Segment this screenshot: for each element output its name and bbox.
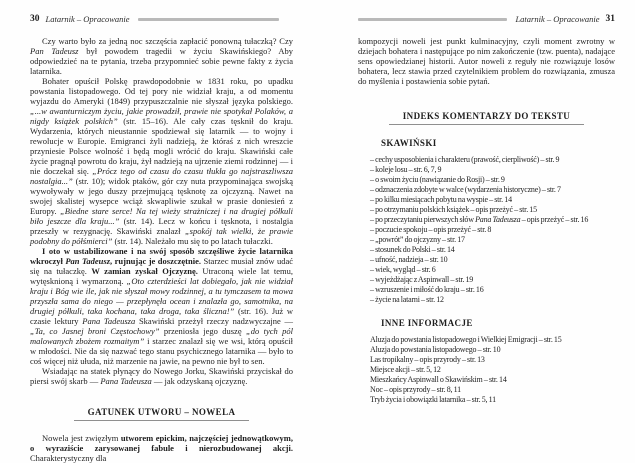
header-rule [138,18,279,21]
list-item: – ufność, nadzieja – str. 10 [370,255,448,264]
list-item: – odznaczenia zdobyte w walce (wydarzenia historyczne) – str. 7 [370,185,561,194]
paragraph: Czy warto było za jedną noc szczęścia zapłacić ponowną tułaczką? Czy Pan Tadeusz był powodem tragedii w życiu Skawińskiego? Aby odpowiedzieć na te pytania, trzeba przypomnieć sobie pewne fakty z życia latarnika. [30,36,294,76]
list-item: Aluzja do powstania listopadowego i Wielkiej Emigracji – str. 15 [370,335,562,344]
index-list-skawinski [370,155,615,305]
list-item: – po otrzymaniu polskich książek – opis przeżyć – str. 15 [370,205,537,214]
subsection-title-skawinski: SKAWIŃSKI [381,138,437,148]
list-item: – wiek, wygląd – str. 6 [370,265,436,274]
section-heading-genre: GATUNEK UTWORU – NOWELA [30,402,293,421]
list-item: – po kilku miesiącach pobytu na wyspie – str. 14 [370,195,512,204]
paragraph: kompozycji noweli jest punkt kulminacyjny, czyli moment zwrotny w dziejach bohatera i następujące po nim zakończenie (tzw. puenta), nadające sens opowiedzianej historii. Autor noweli z reguły nie rozwiązuje losów bohatera, lecz stawia przed czytelnikiem problem do rozwiązania, zmusza do myślenia i postawienia sobie pytań. [358,36,615,86]
running-head-right [358,14,615,24]
list-item: Tryb życia i obowiązki latarnika – str. 5, 11 [370,395,496,404]
list-item: – „powrót” do ojczyzny – str. 17 [370,235,465,244]
subsection-title-inne-informacje: INNE INFORMACJE [381,318,473,328]
list-item: – wyjeżdżając z Aspinwall – str. 19 [370,275,474,284]
list-item: – wzruszenie i miłość do kraju – str. 16 [370,285,484,294]
list-item: Aluzja do powstania listopadowego – str. 10 [370,345,501,354]
page-right [358,14,615,405]
list-item: Las tropikalny – opis przyrody – str. 13 [370,355,485,364]
paragraph: I oto w ustabilizowane i na swój sposób szczęśliwe życie latarnika wkroczył Pan Tadeusz, rujnując je doszczętnie. Starzec musiał znów udać się na tułaczkę. W zamian zyskał Ojczyznę. Utraconą wiele lat temu, wytęsknioną i wymarzoną. „Oto czterdzieści lat dobiegało, jak nie widział kraju i Bóg wie ile, jak nie słyszał mowy rodzinnej, a tu tymczasem ta mowa przyszła sama do niego — przepłynęła ocean i znalazła go, samotnika, na drugiej półkuli, taka kochana, taka droga, taka śliczna!” (str. 16). Już w czasie lektury Pana Tadeusza Skawiński przeżył rzeczy nadzwyczajne — „Ta, co Jasnej broni Częstochowy” przeniosła jego duszę „do tych pól malowanych zbożem rozmaitym” i starzec znalazł się we wsi, którą opuścił w młodości. Nie da się nazwać tego stanu psychicznego latarnika — było to coś więcej niż ułuda, niż marzenie na jawie, na pewno nie był to sen. [30,246,294,366]
list-item: – stosunek do Polski – str. 14 [370,245,455,254]
list-item: – życie na latarni – str. 12 [370,295,444,304]
list-item: – koleje losu – str. 6, 7, 9 [370,165,442,174]
page-number: 30 [30,14,40,24]
paragraph: Bohater opuścił Polskę prawdopodobnie w 1831 roku, po upadku powstania listopadowego. Od tej pory nie widział kraju, a od momentu wyjazdu do Ameryki (1849) przypuszczalnie nie słyszał języka polskiego. „...w awanturniczym życiu, jakie prowadził, prawie nie spotykał Polaków, a nigdy książek polskich” (str. 15–16). Ale cały czas tęsknił do kraju. Wydarzenia, których nieustannie spodziewał się latarnik — to wojny i rewolucje w Europie. Emigranci żyli nadzieją, że któraś z nich wreszcie przyniesie Polsce wolność i będą mogli wrócić do kraju. Skawiński całe życie pragnął powrotu do kraju, żył nadzieją na ujrzenie ziemi rodzinnej — i nie doczekał się. „Prócz tego od czasu do czasu tłukła go najstraszliwsza nostalgia...” (str. 10); widok ptaków, gór czy nuta przypominająca swojską wywoływały w jego duszy przejmującą tęsknotę za ojczyzną. Nawet na swojej skalistej wysepce wciąż skwapliwie szukał w prasie doniesień z Europy. „Biedne stare serce! Na tej wieży strażniczej i na drugiej półkuli biło jeszcze dla kraju...” (str. 14). Lecz w końcu i tęsknota, i nostalgia przeszły w rezygnację. Skawiński znalazł „spokój tak wielki, że prawie podobny do półśmierci” (str. 14). Należało mu się to po latach tułaczki. [30,76,294,246]
running-title: Latarnik – Opracowanie [45,14,130,24]
page-number: 31 [605,14,615,24]
header-rule [358,18,507,21]
paragraph: Nowela jest zwięzłym utworem epickim, najczęściej jednowątkowym, o wyraziście zarysowanej fabule i nierozbudowanej akcji. Charakterystyczny dla [30,433,293,463]
section-heading-index: INDEKS KOMENTARZY DO TEKSTU [358,106,615,125]
list-item: – po przeczytaniu pierwszych słów Pana Tadeusza – opis przeżyć – str. 16 [370,215,589,224]
running-title: Latarnik – Opracowanie [515,14,600,24]
list-item: – o swoim życiu (nawiązanie do Rosji) – str. 9 [370,175,505,184]
list-item: – poczucie spokoju – opis przeżyć – str. 8 [370,225,492,234]
list-item: Mieszkańcy Aspinwall o Skawińskim – str. 14 [370,375,507,384]
paragraph: Wsiadając na statek płynący do Nowego Jorku, Skawiński przyciskał do piersi swój skarb — Pana Tadeusza — jak odzyskaną ojczyznę. [30,366,293,386]
list-item: Miejsce akcji – str. 5, 12 [370,365,441,374]
list-item: – cechy usposobienia i charakteru (prawość, cierpliwość) – str. 9 [370,155,560,164]
page-left [30,14,293,463]
index-list-inne-informacje [370,335,615,405]
running-head-left [30,14,293,24]
list-item: Noc – opis przyrody – str. 8, 11 [370,385,461,394]
